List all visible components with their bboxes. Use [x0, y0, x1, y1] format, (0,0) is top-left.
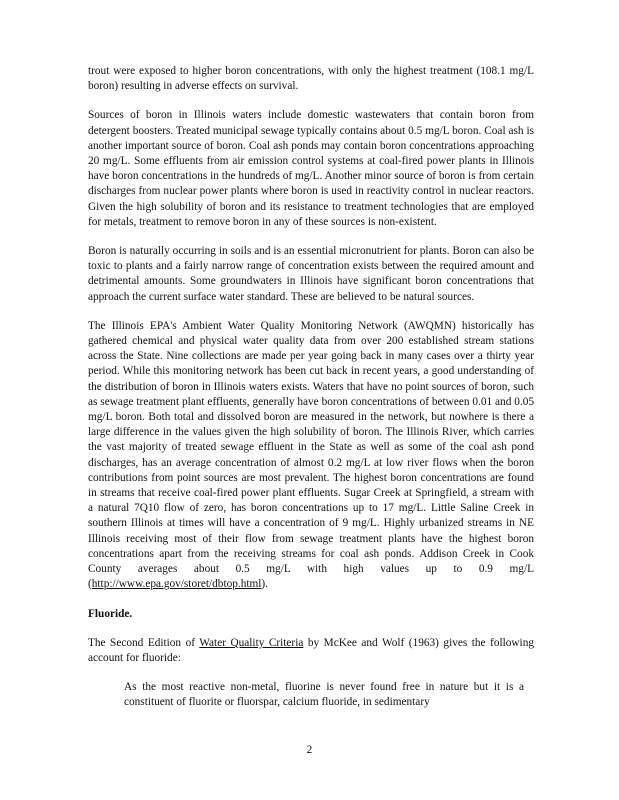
- paragraph-fluoride-intro: [88, 636, 534, 666]
- awqmn-text: The Illinois EPA's Ambient Water Quality Monitoring Network (AWQMN) historically has gathered chemical and physical water quality data from over 200 established stream stations across the State. Nine collections are made per year going back in many cases over a thirty year period. While this monitoring network has been cut back in recent years, a good understanding of the distribution of boron in Illinois waters exists. Waters that have no point sources of boron, such as sewage treatment plant effluents, generally have boron concentrations of between 0.01 and 0.05 mg/L boron. Both total and dissolved boron are measured in the network, but nowhere is there a large difference in the values given the high solubility of boron. The Illinois River, which carries the vast majority of treated sewage effluent in the State as well as some of the coal ash pond discharges, has an average concentration of almost 0.2 mg/L at low river flows when the boron contributions from point sources are most prevalent. The highest boron concentrations are found in streams that receive coal-fired power plant effluents. Sugar Creek at Springfield, a stream with a natural 7Q10 flow of zero, has boron concentrations up to 17 mg/L. Little Saline Creek in southern Illinois at times will have a concentration of 9 mg/L. Highly urbanized streams in NE Illinois receiving most of their flow from sewage treatment plants have the highest boron concentrations apart from the receiving streams for coal ash ponds. Addison Creek in Cook County averages about 0.5 mg/L with high values up to 0.9 mg/L (: [88, 319, 534, 591]
- document-body: [88, 64, 534, 711]
- block-quote-fluorine: As the most reactive non-metal, fluorine is never found free in nature but it is a constituent of fluorite or fluorspar, calcium fluoride, in sedimentary: [124, 681, 524, 709]
- storet-link[interactable]: http://www.epa.gov/storet/dbtop.html: [91, 578, 262, 591]
- section-heading-fluoride: Fluoride.: [88, 607, 133, 620]
- fluoride-intro-end: by McKee and Wolf (1963) gives the following account for fluoride:: [88, 636, 534, 664]
- fluoride-intro-start: The Second Edition of: [88, 636, 200, 649]
- awqmn-text-end: ).: [261, 578, 269, 591]
- paragraph-awqmn-monitoring: [88, 319, 534, 593]
- paragraph-boron-sources: Sources of boron in Illinois waters include domestic wastewaters that contain boron from detergent boosters. Treated municipal sewage typically contains about 0.5 mg/L boron. Coal ash is another important source of boron. Coal ash ponds may contain boron concentrations approaching 20 mg/L. Some effluents from air emission control systems at coal-fired power plants in Illinois have boron concentrations in the hundreds of mg/L. Another minor source of boron is from certain discharges from nuclear power plants where boron is used in reactivity control in nuclear reactors. Given the high solubility of boron and its resistance to treatment technologies that are employed for metals, treatment to remove boron in any of these sources is non-existent.: [88, 109, 534, 228]
- book-title-water-quality-criteria: Water Quality Criteria: [199, 636, 304, 649]
- paragraph-trout-survival: trout were exposed to higher boron concentrations, with only the highest treatment (108.1 mg/L boron) resulting in adverse effects on survival.: [88, 65, 534, 93]
- page-number: 2: [306, 744, 313, 756]
- paragraph-natural-boron: Boron is naturally occurring in soils and is an essential micronutrient for plants. Boron can also be toxic to plants and a fairly narrow range of concentration exists between the required amount and detrimental amounts. Some groundwaters in Illinois have significant boron concentrations that approach the current surface water standard. These are believed to be natural sources.: [88, 245, 534, 303]
